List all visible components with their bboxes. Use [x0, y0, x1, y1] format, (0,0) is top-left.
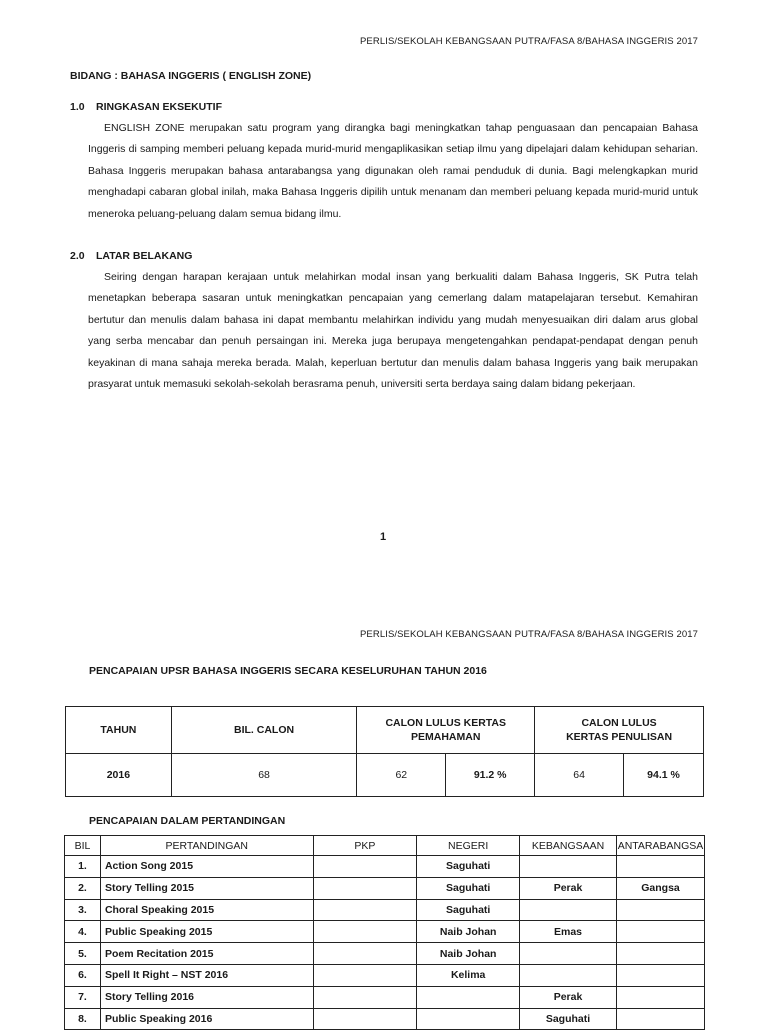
comp-cell-pkp: [313, 899, 417, 921]
comp-cell-pkp: [313, 877, 417, 899]
bidang-title: BIDANG : BAHASA INGGERIS ( ENGLISH ZONE): [70, 70, 312, 82]
table-row: [65, 856, 705, 878]
section-2-number: 2.0: [70, 250, 85, 262]
upsr-title: PENCAPAIAN UPSR BAHASA INGGERIS SECARA KESELURUHAN TAHUN 2016: [89, 665, 487, 677]
upsr-tahun-value: 2016: [66, 754, 172, 797]
comp-cell-bil: 3.: [65, 899, 101, 921]
section-1-number: 1.0: [70, 101, 85, 113]
comp-cell-pertandingan: Story Telling 2015: [100, 877, 313, 899]
upsr-table: [65, 706, 704, 797]
comp-header-antarabangsa: ANTARABANGSA: [616, 836, 704, 856]
comp-cell-kebangsaan: [520, 856, 617, 878]
page-header-2: PERLIS/SEKOLAH KEBANGSAAN PUTRA/FASA 8/BAHASA INGGERIS 2017: [359, 629, 698, 640]
comp-cell-pertandingan: Poem Recitation 2015: [100, 943, 313, 965]
comp-cell-kebangsaan: [520, 899, 617, 921]
comp-cell-pkp: [313, 964, 417, 986]
comp-cell-antarabangsa: [616, 986, 704, 1008]
comp-cell-bil: 6.: [65, 964, 101, 986]
table-row: [65, 1008, 705, 1030]
comp-cell-antarabangsa: [616, 899, 704, 921]
comp-cell-negeri: Saguhati: [417, 899, 520, 921]
upsr-header-calon: BIL. CALON: [171, 707, 357, 754]
comp-cell-antarabangsa: Gangsa: [616, 877, 704, 899]
comp-cell-pertandingan: Spell It Right – NST 2016: [100, 964, 313, 986]
upsr-penulisan-count: 64: [535, 754, 624, 797]
comp-cell-pertandingan: Public Speaking 2016: [100, 1008, 313, 1030]
comp-header-pertandingan: PERTANDINGAN: [100, 836, 313, 856]
comp-cell-negeri: Saguhati: [417, 856, 520, 878]
comp-cell-pertandingan: Action Song 2015: [100, 856, 313, 878]
comp-cell-bil: 2.: [65, 877, 101, 899]
section-1-title: RINGKASAN EKSEKUTIF: [96, 101, 223, 113]
comp-cell-antarabangsa: [616, 943, 704, 965]
comp-cell-pkp: [313, 943, 417, 965]
comp-header-kebangsaan: KEBANGSAAN: [520, 836, 617, 856]
comp-cell-kebangsaan: Emas: [520, 921, 617, 943]
table-row: [65, 877, 705, 899]
comp-cell-pkp: [313, 856, 417, 878]
comp-cell-pertandingan: Choral Speaking 2015: [100, 899, 313, 921]
comp-cell-pkp: [313, 1008, 417, 1030]
comp-cell-negeri: Naib Johan: [417, 943, 520, 965]
comp-cell-kebangsaan: [520, 943, 617, 965]
comp-cell-antarabangsa: [616, 921, 704, 943]
comp-cell-kebangsaan: [520, 964, 617, 986]
comp-cell-negeri: [417, 1008, 520, 1030]
comp-header-pkp: PKP: [313, 836, 417, 856]
table-row: [65, 921, 705, 943]
comp-cell-negeri: Kelima: [417, 964, 520, 986]
upsr-header-tahun: TAHUN: [66, 707, 172, 754]
comp-header-bil: BIL: [65, 836, 101, 856]
comp-cell-antarabangsa: [616, 1008, 704, 1030]
comp-cell-pertandingan: Story Telling 2016: [100, 986, 313, 1008]
upsr-penulisan-percent: 94.1 %: [624, 754, 704, 797]
comp-cell-antarabangsa: [616, 856, 704, 878]
comp-cell-bil: 7.: [65, 986, 101, 1008]
section-2-title: LATAR BELAKANG: [96, 250, 193, 262]
comp-cell-negeri: Saguhati: [417, 877, 520, 899]
upsr-header-pemahaman: CALON LULUS KERTAS PEMAHAMAN: [357, 707, 535, 754]
comp-cell-bil: 1.: [65, 856, 101, 878]
upsr-calon-value: 68: [171, 754, 357, 797]
upsr-pemahaman-count: 62: [357, 754, 446, 797]
competition-table: [64, 835, 705, 1030]
comp-cell-negeri: [417, 986, 520, 1008]
table-row: [65, 899, 705, 921]
section-2-paragraph: Seiring dengan harapan kerajaan untuk melahirkan modal insan yang berkualiti dalam Bahasa Inggeris, SK Putra telah menetapkan beberapa sasaran untuk meningkatkan pencapaian yang cemerlang dalam matapelajaran tersebut. Kemahiran bertutur dan menulis dalam bahasa ini dapat membantu melahirkan individu yang mudah menyesuaikan diri dalam arus global yang serba mencabar dan penuh persaingan ini. Mereka juga berupaya mengetengahkan pendapat-pendapat dengan penuh keyakinan di mana sahaja mereka berada. Malah, keperluan bertutur dan menulis dalam bahasa Inggeris yang baik merupakan prasyarat untuk memasuki sekolah-sekolah berasrama penuh, universiti serta berdaya saing dalam bidang pekerjaan.: [88, 271, 698, 391]
comp-cell-negeri: Naib Johan: [417, 921, 520, 943]
comp-cell-pkp: [313, 986, 417, 1008]
section-1-paragraph: ENGLISH ZONE merupakan satu program yang dirangka bagi meningkatkan tahap penguasaan dan pencapaian Bahasa Inggeris di samping memberi peluang kepada murid-murid mengaplikasikan setiap ilmu yang dipelajari dalam kehidupan seharian. Bahasa Inggeris merupakan bahasa antarabangsa yang digunakan oleh ramai penduduk di dunia. Bagi melengkapkan murid menghadapi cabaran global inilah, maka Bahasa Inggeris dipilih untuk menanam dan memberi peluang kepada murid-murid untuk meneroka peluang-peluang dalam semua bidang ilmu.: [88, 122, 698, 220]
table-row: [65, 964, 705, 986]
competition-title: PENCAPAIAN DALAM PERTANDINGAN: [89, 815, 286, 827]
comp-cell-pkp: [313, 921, 417, 943]
comp-cell-kebangsaan: Perak: [520, 877, 617, 899]
table-row: [65, 943, 705, 965]
comp-cell-antarabangsa: [616, 964, 704, 986]
upsr-header-penulisan: CALON LULUS KERTAS PENULISAN: [535, 707, 704, 754]
page-number: 1: [380, 531, 387, 543]
upsr-pemahaman-percent: 91.2 %: [446, 754, 535, 797]
comp-cell-kebangsaan: Saguhati: [520, 1008, 617, 1030]
table-row: [65, 986, 705, 1008]
comp-cell-bil: 8.: [65, 1008, 101, 1030]
comp-cell-bil: 4.: [65, 921, 101, 943]
page-header: PERLIS/SEKOLAH KEBANGSAAN PUTRA/FASA 8/BAHASA INGGERIS 2017: [359, 36, 698, 47]
comp-cell-pertandingan: Public Speaking 2015: [100, 921, 313, 943]
comp-cell-bil: 5.: [65, 943, 101, 965]
comp-header-negeri: NEGERI: [417, 836, 520, 856]
comp-cell-kebangsaan: Perak: [520, 986, 617, 1008]
